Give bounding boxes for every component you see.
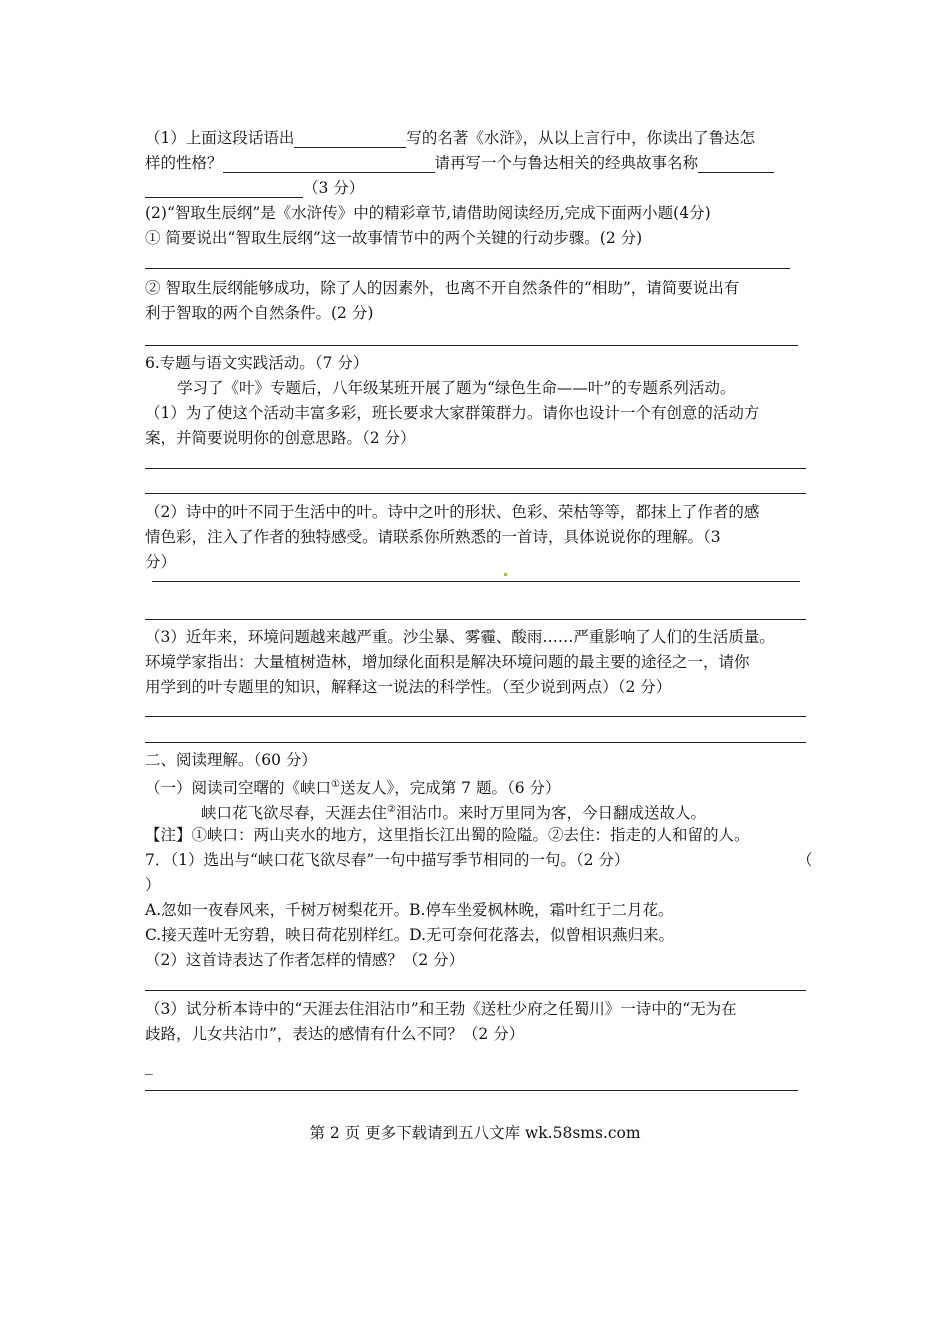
q5-1-line3: （3 分）	[145, 178, 364, 198]
q5-2-title: (2)“智取生辰纲”是《水浒传》中的精彩章节,请借助阅读经历,完成下面两小题(4分)	[145, 204, 711, 222]
answer-line[interactable]	[145, 268, 790, 269]
q6-2-line3: 分）	[145, 553, 177, 571]
q6-title: 6.专题与语文实践活动。（7 分）	[145, 354, 369, 372]
q5-1-line2: 样的性格？ 请再写一个与鲁达相关的经典故事名称	[145, 153, 774, 173]
q6-3-line1: （3）近年来，环境问题越来越严重。沙尘暴、雾霾、酸雨……严重影响了人们的生活质量。	[145, 628, 775, 646]
answer-line[interactable]	[145, 345, 798, 346]
answer-blank[interactable]	[698, 156, 774, 173]
answer-line[interactable]	[145, 990, 806, 991]
answer-dash: _	[145, 1057, 153, 1075]
q6-3-line2: 环境学家指出：大量植树造林，增加绿化面积是解决环境问题的最主要的途径之一，请你	[145, 653, 750, 671]
q6-2-line2: 情色彩，注入了作者的独特感受。请联系你所熟悉的一首诗，具体说说你的理解。（3	[145, 528, 721, 546]
page-footer: 第 2 页 更多下载请到五八文库 wk.58sms.com	[309, 1124, 641, 1142]
answer-paren-close: ）	[145, 876, 161, 894]
answer-line[interactable]	[145, 619, 806, 620]
q7-3-line2: 歧路，儿女共沾巾”，表达的感情有什么不同？（2 分）	[145, 1025, 525, 1043]
answer-blank[interactable]	[294, 131, 406, 148]
answer-paren-open[interactable]: （	[797, 851, 813, 869]
q6-2-line1: （2）诗中的叶不同于生活中的叶。诗中之叶的形状、色彩、荣枯等等，都抹上了作者的感	[145, 503, 760, 521]
q7-1: 7．（1）选出与“峡口花飞欲尽春”一句中描写季节相同的一句。（2 分）	[145, 851, 630, 869]
answer-line[interactable]	[145, 468, 806, 469]
q7-2: （2）这首诗表达了作者怎样的情感？（2 分）	[145, 951, 465, 969]
q7-options-ab: A.忽如一夜春风来，千树万树梨花开。B.停车坐爱枫林晚，霜叶红于二月花。	[145, 901, 674, 919]
stray-dot	[504, 573, 507, 576]
q6-1-line1: （1）为了使这个活动丰富多彩，班长要求大家群策群力。请你也设计一个有创意的活动方	[145, 404, 760, 422]
q6-3-line3: 用学到的叶专题里的知识，解释这一说法的科学性。（至少说到两点）（2 分）	[145, 678, 672, 696]
q6-1-line2: 案，并简要说明你的创意思路。（2 分）	[145, 429, 416, 447]
poem: 峡口花飞欲尽春，天涯去住②泪沾巾。来时万里同为客，今日翻成送故人。	[201, 804, 706, 823]
q5-1-line1: （1）上面这段话语出 写的名著《水浒》，从以上言行中，你读出了鲁达怎	[145, 129, 756, 147]
q6-intro: 学习了《叶》专题后，八年级某班开展了题为“绿色生命——叶”的专题系列活动。	[177, 379, 736, 397]
part2-title: 二、阅读理解。（60 分）	[145, 751, 317, 769]
poem-note: 【注】①峡口：两山夹水的地方，这里指长江出蜀的险隘。②去住：指走的人和留的人。	[145, 826, 750, 844]
part2-sub1: （一）阅读司空曙的《峡口①送友人》，完成第 7 题。（6 分）	[145, 779, 561, 798]
answer-line[interactable]	[145, 716, 806, 717]
answer-blank[interactable]	[145, 181, 303, 198]
answer-line[interactable]	[152, 581, 800, 582]
answer-line[interactable]	[145, 742, 806, 743]
q5-2-sub2-line2: 利于智取的两个自然条件。(2 分)	[145, 304, 374, 322]
q7-3-line1: （3）试分析本诗中的“天涯去住泪沾巾”和王勃《送杜少府之任蜀川》一诗中的“无为在	[145, 1000, 737, 1018]
q7-options-cd: C.接天莲叶无穷碧，映日荷花别样红。D.无可奈何花落去，似曾相识燕归来。	[145, 926, 675, 944]
answer-blank[interactable]	[223, 156, 435, 173]
answer-line[interactable]	[145, 493, 806, 494]
answer-line[interactable]	[145, 1090, 798, 1091]
q5-2-sub1: ① 简要说出“智取生辰纲”这一故事情节中的两个关键的行动步骤。(2 分)	[145, 229, 643, 247]
q5-2-sub2-line1: ② 智取生辰纲能够成功，除了人的因素外，也离不开自然条件的“相助”，请简要说出有	[145, 279, 740, 297]
